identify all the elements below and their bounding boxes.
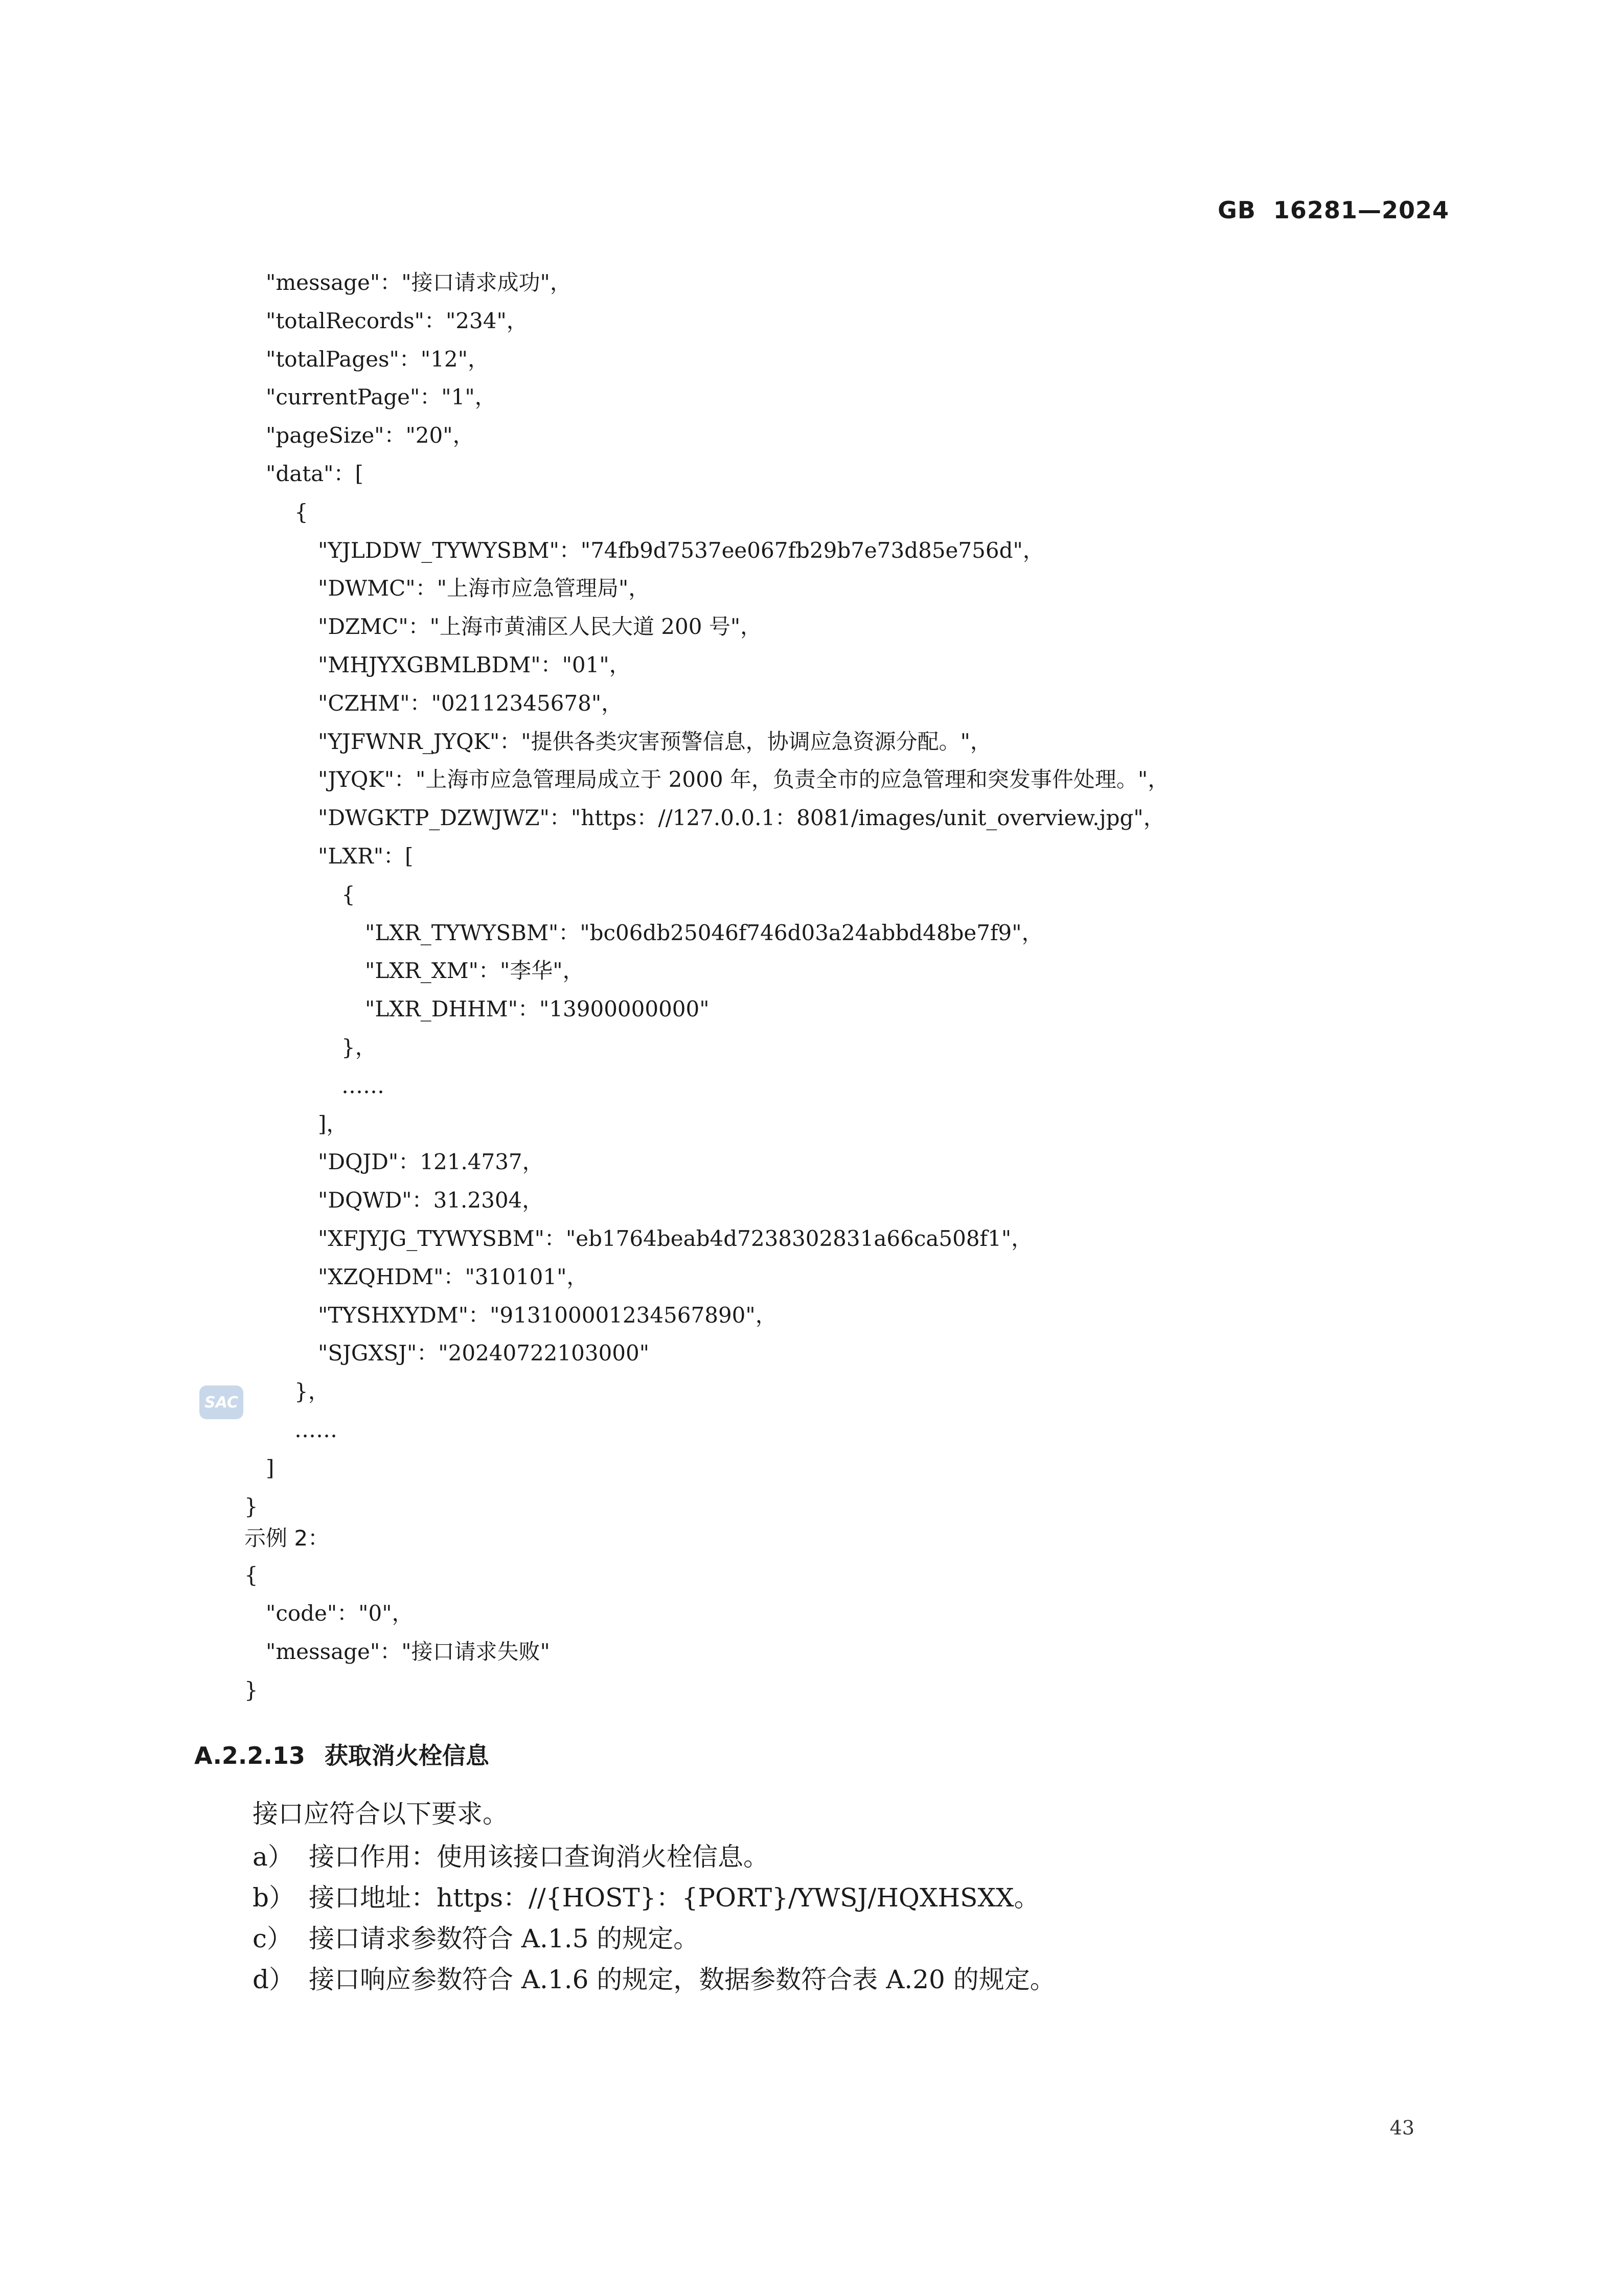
- code-line: {: [294, 499, 308, 525]
- code-line: "MHJYXGBMLBDM"："01"，: [318, 652, 631, 677]
- section-number: A.2.2.13: [194, 1742, 305, 1769]
- section-title: 获取消火栓信息: [324, 1742, 489, 1769]
- code-line: "TYSHXYDM"："913100001234567890"，: [318, 1303, 777, 1328]
- item-marker: d）: [253, 1965, 295, 1994]
- code-line: "YJFWNR_JYQK"："提供各类灾害预警信息，协调应急资源分配。"，: [318, 729, 992, 754]
- sac-watermark-logo: [198, 1383, 244, 1421]
- code-line: "code"："0"，: [266, 1601, 414, 1626]
- code-line: "LXR_TYWYSBM"："bc06db25046f746d03a24abbd48be7f9"，: [365, 920, 1043, 945]
- code-line: "DZMC"："上海市黄浦区人民大道 200 号"，: [318, 614, 762, 639]
- code-line: "YJLDDW_TYWYSBM"："74fb9d7537ee067fb29b7e73d85e756d"，: [318, 538, 1044, 563]
- code-line: "XFJYJG_TYWYSBM"："eb1764beab4d7238302831a66ca508f1"，: [318, 1226, 1033, 1251]
- item-marker: a）: [253, 1842, 293, 1872]
- code-line: ]: [266, 1456, 275, 1481]
- section-intro: 接口应符合以下要求。: [253, 1799, 508, 1829]
- code-line: "pageSize"："20"，: [266, 423, 474, 448]
- code-line: "DWGKTP_DZWJWZ"："https：//127.0.0.1：8081/images/unit_overview.jpg"，: [318, 805, 1165, 830]
- item-text: 接口响应参数符合 A.1.6 的规定，数据参数符合表 A.20 的规定。: [309, 1965, 1056, 1994]
- code-line: "XZQHDM"："310101"，: [318, 1264, 588, 1289]
- code-line: "LXR_XM"："李华"，: [365, 958, 584, 983]
- item-text: 接口地址：https：//{HOST}：{PORT}/YWSJ/HQXHSXX。: [309, 1883, 1040, 1913]
- code-line: "DQWD"：31.2304，: [318, 1188, 544, 1213]
- code-line: "DQJD"：121.4737，: [318, 1149, 544, 1174]
- example-2-label: 示例 2：: [244, 1526, 330, 1551]
- code-line: }，: [294, 1379, 330, 1404]
- code-line: "totalPages"："12"，: [266, 347, 489, 372]
- code-line: "DWMC"："上海市应急管理局"，: [318, 576, 650, 601]
- code-line: "totalRecords"："234"，: [266, 308, 528, 333]
- code-line: }: [244, 1494, 258, 1519]
- standard-code: GB 16281—2024: [1218, 196, 1449, 224]
- requirement-item: [253, 1877, 1040, 1914]
- section-heading: [194, 1737, 489, 1771]
- code-line: "message"："接口请求失败": [266, 1639, 550, 1664]
- requirement-item: [253, 1836, 769, 1873]
- code-line: ……: [294, 1417, 337, 1442]
- code-line: "message"："接口请求成功"，: [266, 270, 572, 295]
- code-line: "currentPage"："1"，: [266, 384, 496, 410]
- code-line: {: [244, 1562, 258, 1587]
- code-line: }: [244, 1677, 258, 1702]
- requirement-item: [253, 1959, 1056, 1996]
- svg-text:SAC: SAC: [204, 1394, 238, 1412]
- item-text: 接口作用：使用该接口查询消火栓信息。: [309, 1842, 769, 1872]
- code-line: ……: [341, 1073, 384, 1098]
- code-line: "SJGXSJ"："20240722103000": [318, 1340, 650, 1366]
- page-number: 43: [1389, 2117, 1414, 2139]
- code-line: {: [341, 882, 355, 907]
- code-line: "CZHM"："02112345678"，: [318, 691, 623, 716]
- item-marker: c）: [253, 1924, 293, 1953]
- code-line: "JYQK"："上海市应急管理局成立于 2000 年，负责全市的应急管理和突发事件处理。"，: [318, 767, 1170, 792]
- requirement-item: [253, 1918, 699, 1955]
- code-line: }，: [341, 1035, 377, 1060]
- code-line: "LXR"：[: [318, 844, 414, 869]
- code-line: "LXR_DHHM"："13900000000": [365, 996, 710, 1021]
- item-marker: b）: [253, 1883, 295, 1913]
- code-line: "data"：[: [266, 461, 363, 486]
- item-text: 接口请求参数符合 A.1.5 的规定。: [309, 1924, 699, 1953]
- code-line: ]，: [318, 1111, 348, 1136]
